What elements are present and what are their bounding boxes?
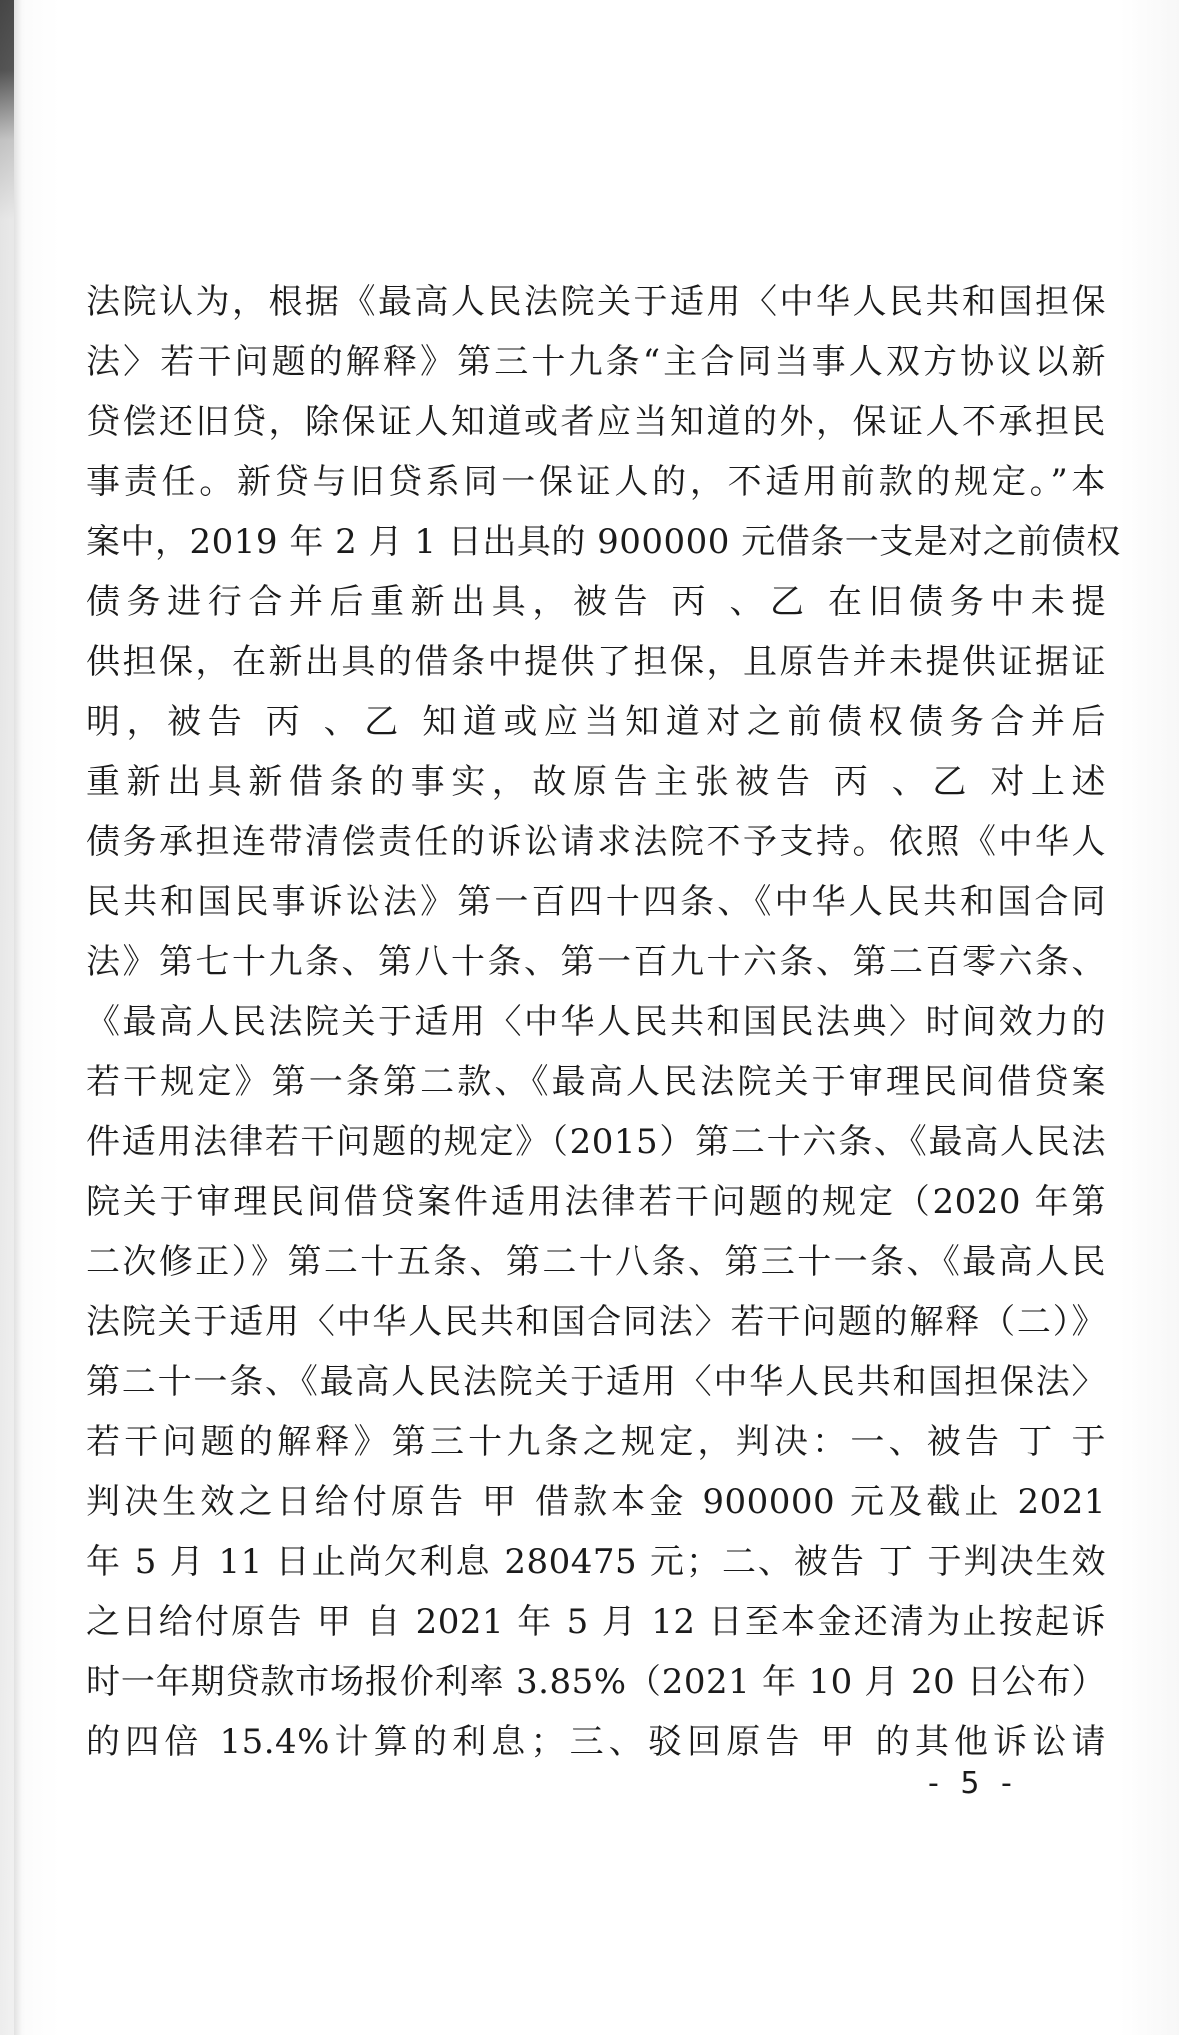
text-line: 法〉若干问题的解释》第三十九条“主合同当事人双方协议以新 [86,342,1106,382]
page-edge-gradient [14,0,22,2035]
text-line: 债务承担连带清偿责任的诉讼请求法院不予支持。依照《中华人 [86,822,1106,862]
text-line: 院关于审理民间借贷案件适用法律若干问题的规定（2020 年第 [86,1182,1106,1222]
page-number: - 5 - [928,1766,1018,1801]
text-line: 法院认为，根据《最高人民法院关于适用〈中华人民共和国担保 [86,282,1106,322]
text-line: 事责任。新贷与旧贷系同一保证人的，不适用前款的规定。”本 [86,462,1106,502]
document-body [86,272,1121,1772]
text-line: 时一年期贷款市场报价利率 3.85%（2021 年 10 月 20 日公布） [86,1662,1106,1702]
text-line: 法》第七十九条、第八十条、第一百九十六条、第二百零六条、 [86,942,1106,982]
text-line: 之日给付原告 甲 自 2021 年 5 月 12 日至本金还清为止按起诉 [86,1602,1106,1642]
text-line: 案中，2019 年 2 月 1 日出具的 900000 元借条一支是对之前债权 [86,522,1121,562]
text-line: 年 5 月 11 日止尚欠利息 280475 元；二、被告 丁 于判决生效 [86,1542,1106,1582]
text-line: 若干规定》第一条第二款、《最高人民法院关于审理民间借贷案 [86,1062,1106,1102]
text-line: 债务进行合并后重新出具，被告 丙 、乙 在旧债务中未提 [86,582,1106,622]
text-line: 若干问题的解释》第三十九条之规定，判决：一、被告 丁 于 [86,1422,1106,1462]
text-line: 重新出具新借条的事实，故原告主张被告 丙 、乙 对上述 [86,762,1106,802]
text-line: 的四倍 15.4%计算的利息；三、驳回原告 甲 的其他诉讼请 [86,1722,1106,1762]
text-line: 《最高人民法院关于适用〈中华人民共和国民法典〉时间效力的 [86,1002,1106,1042]
text-line: 法院关于适用〈中华人民共和国合同法〉若干问题的解释（二）》 [86,1302,1106,1342]
text-line: 民共和国民事诉讼法》第一百四十四条、《中华人民共和国合同 [86,882,1106,922]
text-line: 供担保，在新出具的借条中提供了担保，且原告并未提供证据证 [86,642,1106,682]
text-line: 明，被告 丙 、乙 知道或应当知道对之前债权债务合并后 [86,702,1106,742]
text-line: 判决生效之日给付原告 甲 借款本金 900000 元及截止 2021 [86,1482,1106,1522]
text-line: 贷偿还旧贷，除保证人知道或者应当知道的外，保证人不承担民 [86,402,1106,442]
text-line: 件适用法律若干问题的规定》（2015）第二十六条、《最高人民法 [86,1122,1106,1162]
text-line: 第二十一条、《最高人民法院关于适用〈中华人民共和国担保法〉 [86,1362,1106,1402]
text-line: 二次修正）》第二十五条、第二十八条、第三十一条、《最高人民 [86,1242,1106,1282]
page-edge-shadow [0,0,14,2035]
